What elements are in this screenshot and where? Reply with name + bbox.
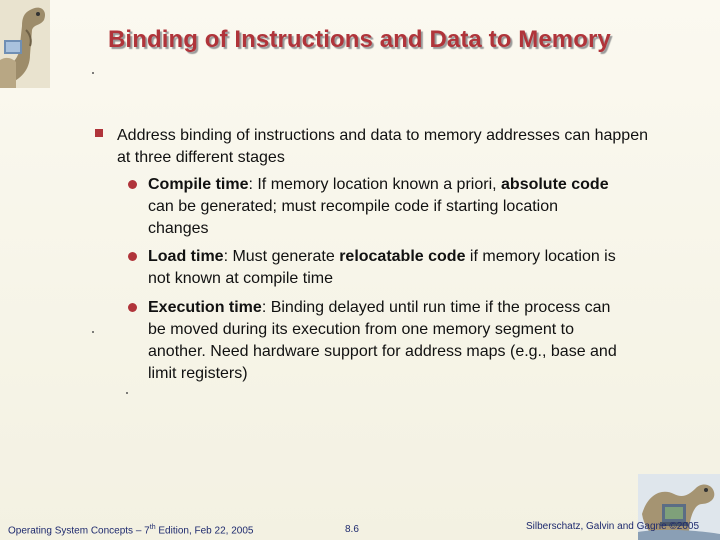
term-relocatable-code: relocatable code <box>339 248 466 265</box>
decor-dot <box>92 72 94 74</box>
decor-dot <box>92 331 94 333</box>
sub-text-part: can be generated; must recompile code if starting location changes <box>148 198 559 237</box>
sub-bullet-text <box>148 246 618 290</box>
sub-bullet-text <box>148 297 618 385</box>
sub-text-part: if memory location is not known at compile time <box>148 248 616 287</box>
square-bullet-icon <box>95 129 103 137</box>
term-compile-time: Compile time <box>148 176 249 193</box>
round-bullet-icon <box>128 180 137 189</box>
page-number: 8.6 <box>345 524 359 535</box>
slide-title: Binding of Instructions and Data to Memory <box>108 26 611 53</box>
term-execution-time: Execution time <box>148 299 262 316</box>
sub-text-part: : Must generate <box>223 248 340 265</box>
decor-dot <box>126 392 128 394</box>
round-bullet-icon <box>128 303 137 312</box>
sub-bullet-execution-time <box>128 297 618 385</box>
dinosaur-logo-icon <box>0 0 50 88</box>
round-bullet-icon <box>128 252 137 261</box>
sub-bullet-compile-time <box>128 174 618 240</box>
footer-course-sup: th <box>149 524 156 531</box>
main-bullet-text: Address binding of instructions and data to memory addresses can happen at three different stages <box>117 127 648 166</box>
sub-text-part: : If memory location known a priori, <box>248 176 502 193</box>
term-load-time: Load time <box>148 248 224 265</box>
footer-copyright: Silberschatz, Galvin and Gagne ©2005 <box>526 521 700 532</box>
sub-text-part: : Binding delayed until run time if the process can be moved during its execution from one memory segment to another. Need hardware support for address maps (e.g., base and limit registers) <box>148 299 617 382</box>
sub-bullet-load-time <box>128 246 618 290</box>
sub-bullet-text <box>148 174 618 240</box>
term-absolute-code: absolute code <box>501 176 609 193</box>
footer-course-part: Operating System Concepts – 7 <box>8 525 150 537</box>
main-bullet <box>95 125 655 169</box>
footer-course-part: Edition, Feb 22, 2005 <box>155 525 254 537</box>
footer-course <box>8 524 253 536</box>
